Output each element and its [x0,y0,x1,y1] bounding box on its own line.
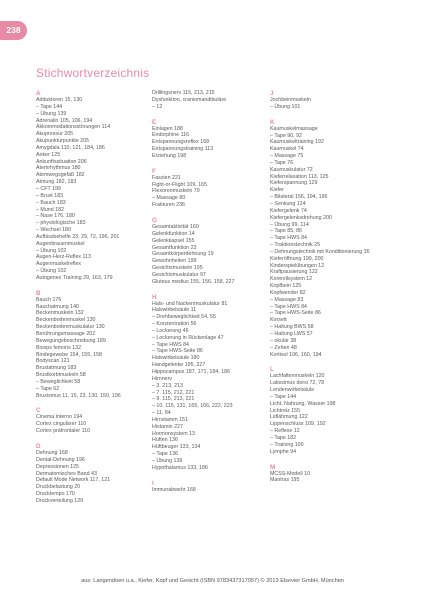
index-entry: Dental-Dehnung 196 [36,456,85,463]
index-entry: Hals- und Nackenmuskulatur 81 [152,300,228,307]
index-entry: Lendenwirbelsäule [270,387,315,394]
index-entry: Gelenkkapsel 155 [152,237,195,244]
index-column-3 [270,90,390,484]
index-entry: – 11. 84 [152,410,171,417]
index-entry: Augenmuskelreflex [36,261,82,268]
index-entry: Gluteus medius 155, 156, 158, 227 [152,278,235,285]
index-entry: Bodyscan 121 [36,358,70,365]
index-entry: Lachfaltenmuskeln 120 [270,373,325,380]
index-entry: – Mund 182 [36,206,64,213]
index-entry: Druckbelastung 20 [36,484,81,491]
index-group [36,443,148,505]
index-entry: – physiologische 183 [36,220,86,227]
index-entry: – Tape 85, 86 [270,228,303,235]
index-entry: Akupunkturpunkte 205 [36,138,90,145]
index-entry: Kinderspielübungen 12 [270,262,325,269]
index-letter-heading: M [270,463,276,471]
index-entry: Kopfbein 125 [270,283,302,290]
index-group [152,480,264,494]
index-entry: Beckenbodenmuskel 130 [36,317,96,324]
index-entry: Gewohnheiten 199 [152,258,197,265]
index-letter-heading: L [270,366,274,374]
index-entry: Augen-Herz-Reflex 113 [36,254,91,261]
index-entry: – Haltung LWS 57 [270,331,313,337]
index-entry: Adrenalin 105, 106, 194 [36,117,93,124]
index-entry: Cortex präfrontaler 110 [36,428,91,435]
index-entry: – Tape 62 [36,385,60,392]
index-entry: Kaumuskulatur 72 [270,166,313,173]
index-entry: Endorphine 116 [152,132,190,139]
index-entry: Hypothalamus 133, 186 [152,464,208,471]
index-column-2 [152,90,264,494]
index-letter-heading: H [152,293,157,301]
index-entry: Autogenes Training 29, 163, 179 [36,274,113,281]
index-entry: Beckenmuskeln 132 [36,310,84,317]
index-entry: Entspannungstraining 113 [152,146,214,153]
index-letter-heading: C [36,407,41,415]
index-entry: – Drehbeweglichkeit 54, 55 [152,314,216,321]
index-entry: Mantras 195 [270,477,300,484]
index-entry: Fight-or-Flight 109, 165 [152,181,208,188]
index-entry: Korsett [270,317,287,324]
index-group [152,119,264,160]
index-entry: – Tape HWS 84 [270,303,308,310]
index-entry: Gesichtsmuskulatur 97 [152,271,206,278]
index-entry: Augenbrauenmuskel [36,240,85,247]
index-group [270,119,390,359]
index-entry: – Tape 136 [152,451,179,458]
index-entry: – Brust 183 [36,192,64,199]
index-entry: Atemwegsgefäß 182 [36,172,85,179]
index-letter-heading: G [152,216,157,224]
index-entry: – Massage 83 [270,296,304,303]
index-entry: Frakturen 236 [152,202,185,209]
index-entry: Kiefergelenk 74 [270,207,307,214]
index-entry: Hormonsystem 13 [152,430,195,437]
index-entry: Halswirbelsäule 180 [152,355,200,362]
index-entry: Cinema interno 194 [36,414,83,421]
index-entry: Kaumuskel 74 [270,146,304,153]
index-group [270,464,390,485]
index-entry: – CFT 199 [36,185,61,192]
index-entry: Cortex cingulärer 110 [36,421,87,428]
index-entry: – Tape HWS-Seite 86 [152,348,203,355]
index-entry: Immunabwehr 168 [152,486,196,493]
index-entry: Lippenschluss 109, 192 [270,421,326,428]
page-title: Stichwortverzeichnis [36,66,150,80]
index-entry: Atmung 182, 183 [36,179,77,186]
index-group [270,366,390,455]
index-entry: Bauchatmung 140 [36,303,79,310]
index-entry: Hüftbeuger 133, 134 [152,444,201,451]
index-entry: – Dehnungstechnik mit Konditionierung 36 [270,248,370,255]
index-entry: Kieferspannung 129 [270,180,318,187]
index-entry: Kiefergelenksdrehung 200 [270,214,332,221]
index-group [152,168,264,209]
index-letter-heading: I [152,479,154,487]
index-entry: – 3. 213, 213 [152,382,183,389]
index-entry: Amygdala 110, 121, 184, 186 [36,144,105,151]
index-entry: Dehnung 168 [36,449,68,456]
index-entry: Bauch 176 [36,296,62,303]
index-entry: Drucktempo 170 [36,491,75,498]
index-entry: – Reflexe 12 [270,428,300,435]
index-entry: Hüften 136 [152,437,178,444]
index-group [270,90,390,111]
index-entry: – Senkung 124 [270,200,306,207]
page-number: 238 [0,21,27,40]
index-entry: Kaumuskeltraining 192 [270,139,324,146]
index-entry: Hippocampus 187, 171, 184, 186 [152,369,231,375]
index-entry: Lymphe 94 [270,448,297,455]
index-entry: Gesamtfunktion 23 [152,244,197,251]
index-group [36,407,148,435]
index-entry: – okulär 38 [270,337,297,344]
index-entry: – Tape 182 [270,434,297,441]
index-entry: Hirnstamm 151 [152,416,188,423]
index-entry: – 10. 115, 131, 165, 166, 222, 223 [152,403,233,410]
index-entry: Bewegungsbeschreibung 189 [36,337,106,344]
index-group [152,294,264,472]
index-entry: – Lockerung in Rückenlage 47 [152,334,224,341]
index-entry: Jochbeinmuskeln [270,97,311,103]
index-entry: Kopfwender 82 [270,289,306,296]
index-entry: Gesamtaktivität 160 [152,223,199,230]
index-entry: Gesichtsmuskeln 195 [152,265,203,272]
index-entry: – Übung 99, 114 [270,221,309,228]
footer-citation: aus: Langendoen u.a., Kiefer, Kopf und Gesicht (ISBN 9783437317957) © 2013 Elsevier GmbH, München [81,578,344,584]
index-entry: Faszien 221 [152,174,181,181]
index-entry: – Massage 80 [152,195,186,202]
index-entry: Kaumuskelmassage [270,125,318,132]
index-entry: Lichtreiz 155 [270,407,301,414]
index-entry: Ankunftssituation 206 [36,158,87,165]
index-entry: – Bauch 183 [36,199,66,206]
index-entry: Anker 125 [36,151,61,158]
index-entry: Bruxismus 11, 15, 23, 130, 150, 196 [36,392,121,399]
index-entry: – Übung 102 [36,268,67,275]
index-entry: Atemrhythmus 180 [36,165,81,172]
index-entry: – 12 [152,103,163,110]
index-entry: Adduktoren 15, 130 [36,97,83,103]
index-entry: Kraftpausierung 122 [270,269,318,276]
index-entry: Drillingsnerv 115, 213, 215 [152,90,215,96]
index-entry: – Übung 101 [270,103,301,110]
index-entry: MCSS-Modell 10 [270,470,311,477]
index-entry: – Tape 144 [36,103,63,110]
index-entry: – Konzentration 56 [152,321,197,328]
index-entry: – Haltung BWS 58 [270,324,314,331]
index-entry: – Massage 75 [270,153,304,160]
index-entry: – 7. 115, 212, 221 [152,389,195,396]
index-entry: Entspannungsreflex 168 [152,139,210,146]
index-entry: Druckverteilung 129 [36,497,84,504]
index-entry: – Tape HWS 84 [152,341,190,348]
index-entry: – Wechsel 180 [36,227,71,234]
index-entry: – Traktionstechnik 25 [270,242,321,249]
index-entry: Kontrollsystem 12 [270,276,313,283]
index-entry: Brustatmung 183 [36,365,77,372]
index-entry: Dysfunktion, craniomandibuläre [152,96,227,103]
index-group [152,90,264,111]
index-letter-heading: E [152,118,157,126]
index-entry: – Lockerung 46 [152,327,189,334]
index-entry: Beckenbodenmuskulatur 130 [36,324,105,331]
index-entry: Biceps femoris 132 [36,344,82,351]
index-entry: Einlagen 188 [152,125,183,132]
index-entry: Erziehung 198 [152,152,187,159]
index-entry: – Übung 139 [152,457,183,464]
index-entry: – Tape 90, 92 [270,132,303,139]
index-letter-heading: F [152,167,156,175]
index-entry: Aufbissbehelfe 23, 29, 72, 196, 201 [36,233,120,240]
index-entry: Halswirbelsäule 11 [152,307,197,314]
index-entry: Gesamtkörperdehnung 19 [152,251,214,258]
index-entry: Dermatomisches Band 43 [36,470,97,477]
index-letter-heading: D [36,442,41,450]
index-entry: Gelenkfunktion 14 [152,230,195,237]
index-entry: Kieferöffnung 199, 200 [270,255,324,262]
index-group [36,90,148,282]
index-entry: – Übung 139 [36,110,67,117]
index-entry: Latissimus dorsi 72, 78 [270,380,325,387]
index-entry: – Beweglichkeit 58 [36,378,81,385]
index-entry: – Nase 176, 180 [36,213,75,220]
index-entry: – Bilateral 156, 194, 196 [270,194,328,201]
index-column-1 [36,90,148,505]
index-entry: – Training 100 [270,441,304,448]
index-entry: – 9. 115, 213, 221 [152,396,195,403]
index-entry: – Tape 144 [270,393,297,400]
index-entry: Lidlähmung 122 [270,414,308,421]
index-entry: Default Mode Network 117, 121 [36,477,111,484]
index-entry: Brustkorbmuskeln 58 [36,372,86,379]
index-letter-heading: B [36,289,41,297]
index-group [152,217,264,286]
index-letter-heading: K [270,118,275,126]
index-entry: – Tape HWS 84 [270,235,308,242]
index-group [36,290,148,400]
index-entry: Kortisol 106, 160, 194 [270,351,322,358]
index-letter-heading: A [36,90,41,97]
index-letter-heading: J [270,90,274,97]
index-entry: Akkommodationsstörungen 114 [36,124,111,131]
index-entry: Hirnnerv [152,375,173,382]
index-entry: – Zehen 48 [270,344,297,351]
index-entry: Handgelenke 195, 227 [152,362,206,369]
index-entry: Kiefer [270,187,284,194]
index-entry: – Tape 76 [270,159,294,166]
index-entry: Flexorenmuskeln 79 [152,188,200,195]
index-entry: Depressionen 125 [36,463,79,470]
index-entry: Kieferrelaxation 113, 125 [270,173,329,180]
index-entry: – Übung 102 [36,247,67,254]
index-entry: Histamin 227 [152,423,183,430]
index-entry: Bindegewebe 154, 155, 158 [36,351,102,358]
index-entry: – Tape HWS-Seite 86 [270,310,321,317]
index-entry: Berührungsmassage 202 [36,331,96,337]
index-entry: Akupressur 205 [36,131,74,138]
index-entry: Licht, Nahrung, Wasser 198 [270,400,336,407]
